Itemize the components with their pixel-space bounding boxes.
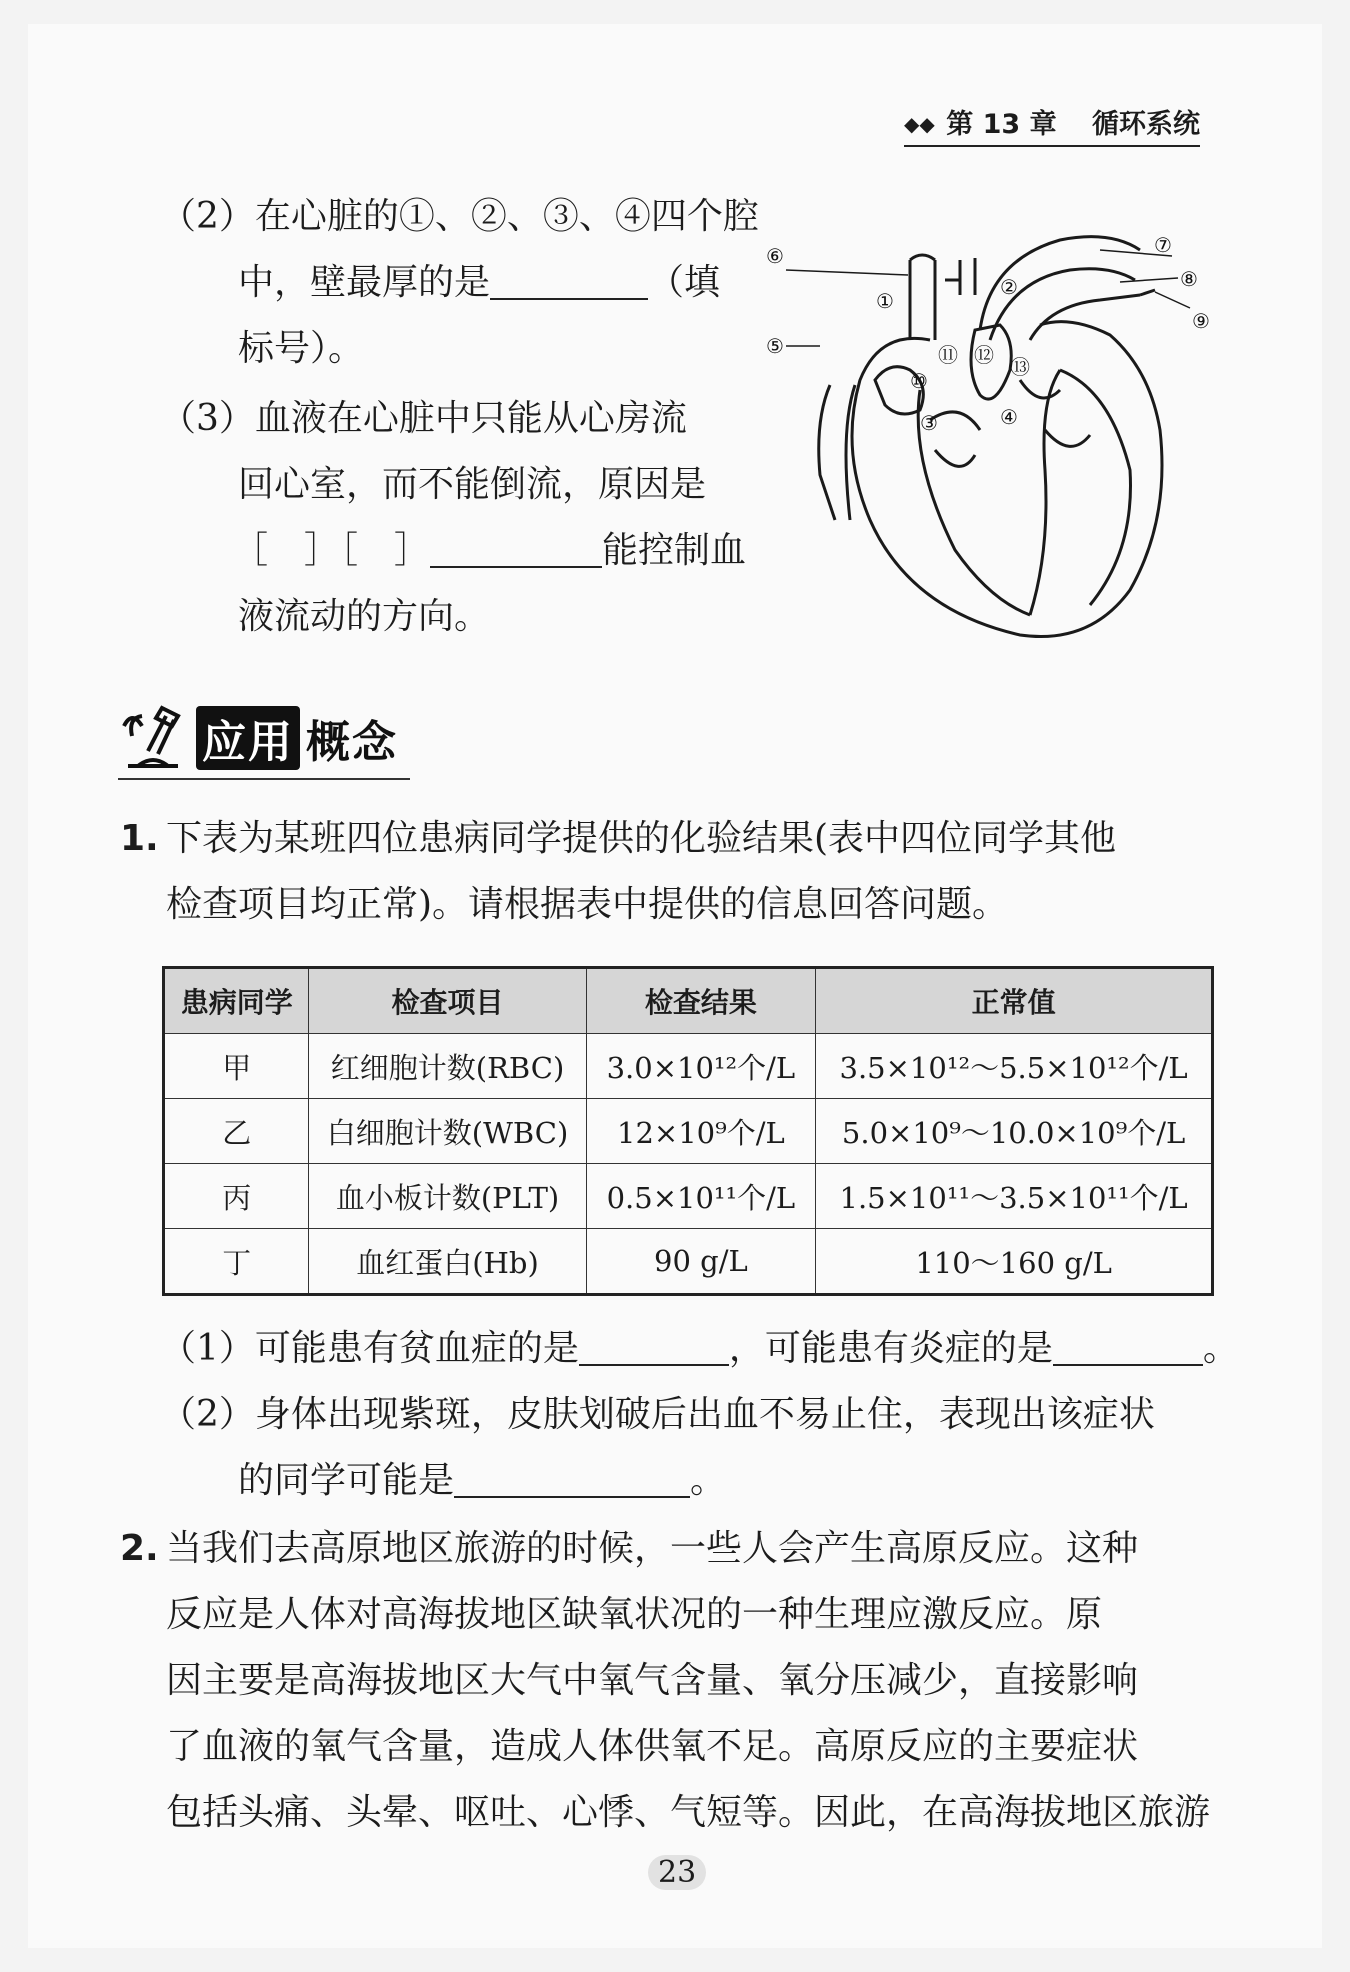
page-number: 23 <box>648 1855 706 1890</box>
heart-label-7: ⑦ <box>1154 233 1172 257</box>
p1-q1-text: （1）可能患有贫血症的是 <box>160 1328 579 1369</box>
problem-2-line1: 当我们去高原地区旅游的时候，一些人会产生高原反应。这种 <box>166 1528 1139 1569</box>
column-header: 患病同学 <box>164 968 309 1034</box>
q3-line3-tail: 能控制血 <box>602 530 747 571</box>
microscope-icon <box>118 696 188 774</box>
p1-q1-end: 。 <box>1202 1328 1239 1369</box>
table-cell: 3.5×10¹²～5.5×10¹²个/L <box>816 1034 1213 1099</box>
answer-blank[interactable] <box>430 530 602 568</box>
problem-2-number: 2. <box>120 1528 159 1569</box>
answer-blank[interactable] <box>579 1328 729 1366</box>
heart-label-8: ⑧ <box>1180 267 1198 291</box>
q2-line2-text: 中，壁最厚的是 <box>238 262 491 303</box>
heart-outline <box>819 237 1162 637</box>
section-title-boxed: 应用 <box>196 706 300 770</box>
q2-line1: （2）在心脏的①、②、③、④四个腔 <box>160 196 759 237</box>
q3-line4: 液流动的方向。 <box>238 596 491 637</box>
column-header: 正常值 <box>816 968 1213 1034</box>
heart-label-10: ⑩ <box>910 369 928 393</box>
table-cell: 3.0×10¹²个/L <box>586 1034 816 1099</box>
problem-1-number: 1. <box>120 818 159 859</box>
q3-line2: 回心室，而不能倒流，原因是 <box>238 464 707 505</box>
p1-q1 <box>160 1316 1239 1382</box>
table-cell: 0.5×10¹¹个/L <box>586 1164 816 1229</box>
heart-label-9: ⑨ <box>1192 309 1210 333</box>
p1-q2-line2 <box>238 1448 726 1514</box>
heart-label-3: ③ <box>920 411 938 435</box>
chapter-number: 第 13 章 <box>946 109 1057 140</box>
table-row <box>164 1099 1213 1164</box>
problem-2-line2: 反应是人体对高海拔地区缺氧状况的一种生理应激反应。原 <box>166 1594 1103 1635</box>
heart-label-group <box>766 233 1210 435</box>
table-cell: 丁 <box>164 1229 309 1295</box>
q2-line2 <box>238 250 720 316</box>
heart-label-2: ② <box>1000 275 1018 299</box>
section-title-plain: 概念 <box>306 717 398 768</box>
table-cell: 乙 <box>164 1099 309 1164</box>
q3-line1: （3）血液在心脏中只能从心房流 <box>160 398 687 439</box>
table-cell: 1.5×10¹¹～3.5×10¹¹个/L <box>816 1164 1213 1229</box>
heart-label-12: ⑫ <box>974 343 994 367</box>
problem-2-line5: 包括头痛、头晕、呕吐、心悸、气短等。因此，在高海拔地区旅游 <box>166 1792 1211 1833</box>
p1-q2-text: 的同学可能是 <box>238 1460 455 1501</box>
heart-label-4: ④ <box>1000 405 1018 429</box>
heart-label-6: ⑥ <box>766 244 784 268</box>
heart-diagram <box>760 220 1220 640</box>
table-row <box>164 1034 1213 1099</box>
bracket-blanks[interactable]: ［ ］［ ］ <box>232 530 431 571</box>
table-header-row <box>164 968 1213 1034</box>
table-cell: 12×10⁹个/L <box>586 1099 816 1164</box>
table-cell: 90 g/L <box>586 1229 816 1295</box>
section-title <box>118 688 410 780</box>
p1-q1-text2: ，可能患有炎症的是 <box>728 1328 1053 1369</box>
lab-results-table <box>162 966 1214 1296</box>
table-row <box>164 1229 1213 1295</box>
table-cell: 白细胞计数(WBC) <box>309 1099 586 1164</box>
chapter-header <box>904 102 1200 147</box>
problem-1-line2: 检查项目均正常)。请根据表中提供的信息回答问题。 <box>166 884 1009 925</box>
problem-1-line1: 下表为某班四位患病同学提供的化验结果(表中四位同学其他 <box>166 818 1117 859</box>
heart-label-11: ⑪ <box>938 343 958 367</box>
table-cell: 5.0×10⁹～10.0×10⁹个/L <box>816 1099 1213 1164</box>
heart-label-1: ① <box>876 289 894 313</box>
problem-2-line4: 了血液的氧气含量，造成人体供氧不足。高原反应的主要症状 <box>166 1726 1139 1767</box>
q2-line3: 标号）。 <box>238 328 365 369</box>
column-header: 检查结果 <box>586 968 816 1034</box>
answer-blank[interactable] <box>490 262 648 300</box>
problem-2-line3: 因主要是高海拔地区大气中氧气含量、氧分压减少，直接影响 <box>166 1660 1139 1701</box>
heart-label-5: ⑤ <box>766 334 784 358</box>
table-row <box>164 1164 1213 1229</box>
table-cell: 甲 <box>164 1034 309 1099</box>
diamond-icon: ◆◆ <box>904 112 935 136</box>
p1-q2-line1: （2）身体出现紫斑，皮肤划破后出血不易止住，表现出该症状 <box>160 1394 1155 1435</box>
table-cell: 红细胞计数(RBC) <box>309 1034 586 1099</box>
q3-line3 <box>232 518 746 584</box>
q2-line2-tail: （填 <box>648 262 721 303</box>
answer-blank[interactable] <box>454 1460 690 1498</box>
table-cell: 血红蛋白(Hb) <box>309 1229 586 1295</box>
chapter-title: 循环系统 <box>1092 109 1200 140</box>
heart-label-13: ⑬ <box>1010 355 1030 379</box>
table-cell: 丙 <box>164 1164 309 1229</box>
answer-blank[interactable] <box>1053 1328 1203 1366</box>
table-cell: 血小板计数(PLT) <box>309 1164 586 1229</box>
column-header: 检查项目 <box>309 968 586 1034</box>
table-cell: 110～160 g/L <box>816 1229 1213 1295</box>
p1-q2-end: 。 <box>690 1460 727 1501</box>
